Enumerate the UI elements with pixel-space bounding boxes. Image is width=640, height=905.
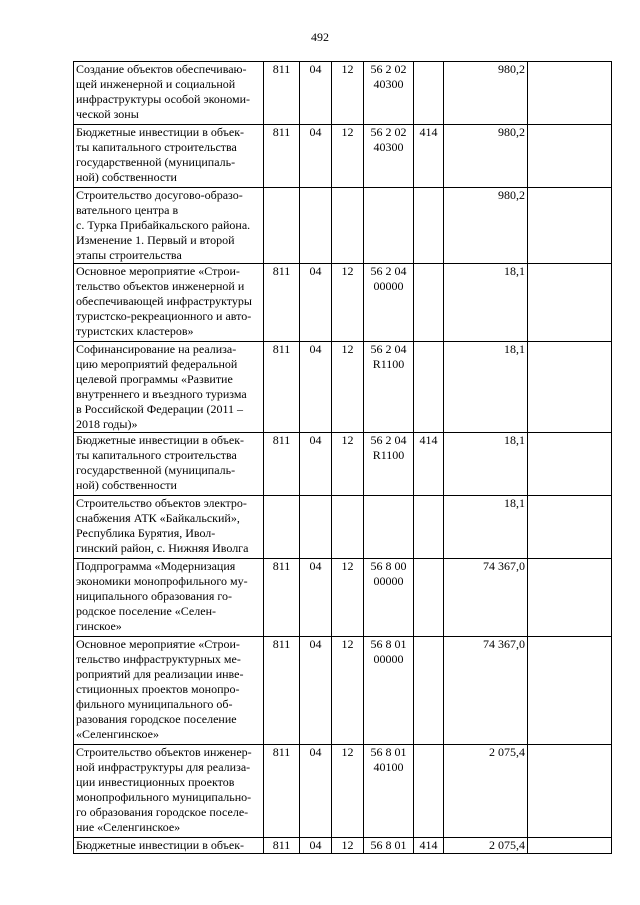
empty-amount-cell — [528, 264, 612, 342]
expense-type-cell: 414 — [414, 433, 444, 496]
expense-name-line: Бюджетные инвестиции в объек- — [76, 433, 245, 447]
expense-name-line: стиционных проектов монопро- — [76, 682, 240, 696]
section-code-cell: 04 — [300, 559, 332, 637]
ministry-code-cell: 811 — [264, 745, 300, 838]
expense-name-line: с. Турка Прибайкальского района. — [76, 218, 251, 232]
section-code-cell: 04 — [300, 745, 332, 838]
subsection-code-cell: 12 — [332, 559, 364, 637]
expense-name-line: снабжения АТК «Байкальский», — [76, 511, 240, 525]
target-article-line: 56 8 01 — [370, 838, 407, 852]
target-article-cell — [364, 433, 414, 496]
expense-name-line: Бюджетные инвестиции в объек- — [76, 838, 245, 852]
expense-name-line: ты капитального строительства — [76, 448, 237, 462]
empty-amount-cell — [528, 838, 612, 854]
expense-name-line: цию мероприятий федеральной — [76, 357, 238, 371]
expense-type-cell — [414, 559, 444, 637]
expense-name-line: Софинансирование на реализа- — [76, 342, 237, 356]
expense-name-cell — [74, 637, 264, 745]
expense-type-cell: 414 — [414, 838, 444, 854]
expense-name-line: ниципального образования го- — [76, 589, 232, 603]
subsection-code-cell: 12 — [332, 264, 364, 342]
expense-name-line: родское поселение «Селен- — [76, 604, 216, 618]
expense-name-cell — [74, 433, 264, 496]
expense-name-line: ты капитального строительства — [76, 140, 237, 154]
ministry-code-cell: 811 — [264, 559, 300, 637]
expense-name-line: целевой программы «Развитие — [76, 372, 233, 386]
expense-name-line: ной) собственности — [76, 170, 177, 184]
target-article-line: 40100 — [373, 760, 404, 774]
ministry-code-cell — [264, 188, 300, 264]
ministry-code-cell: 811 — [264, 62, 300, 125]
expense-name-line: в Российской Федерации (2011 – — [76, 402, 244, 416]
expense-name-cell — [74, 62, 264, 125]
expense-type-cell — [414, 745, 444, 838]
amount-cell: 74 367,0 — [444, 559, 528, 637]
amount-cell: 2 075,4 — [444, 745, 528, 838]
expense-name-line: роприятий для реализации инве- — [76, 667, 244, 681]
ministry-code-cell: 811 — [264, 264, 300, 342]
expense-type-cell — [414, 62, 444, 125]
empty-amount-cell — [528, 62, 612, 125]
expense-name-line: государственной (муниципаль- — [76, 155, 236, 169]
expense-type-cell — [414, 637, 444, 745]
expense-name-line: экономики монопрофильного му- — [76, 574, 248, 588]
subsection-code-cell: 12 — [332, 838, 364, 854]
section-code-cell: 04 — [300, 342, 332, 433]
subsection-code-cell: 12 — [332, 125, 364, 188]
expense-name-line: ной) собственности — [76, 478, 177, 492]
amount-cell: 980,2 — [444, 62, 528, 125]
target-article-cell — [364, 62, 414, 125]
expense-name-cell — [74, 342, 264, 433]
target-article-line: 40300 — [373, 77, 404, 91]
subsection-code-cell: 12 — [332, 342, 364, 433]
subsection-code-cell: 12 — [332, 433, 364, 496]
table-row — [74, 62, 612, 125]
table-row — [74, 433, 612, 496]
section-code-cell: 04 — [300, 125, 332, 188]
section-code-cell: 04 — [300, 433, 332, 496]
ministry-code-cell: 811 — [264, 125, 300, 188]
expense-type-cell — [414, 188, 444, 264]
target-article-line: 56 8 01 — [370, 637, 407, 651]
table-row — [74, 125, 612, 188]
target-article-line: R1100 — [372, 448, 405, 462]
expense-name-line: ции инвестиционных проектов — [76, 775, 235, 789]
target-article-cell — [364, 188, 414, 264]
table-row — [74, 264, 612, 342]
target-article-line: 56 2 04 — [370, 264, 407, 278]
ministry-code-cell — [264, 496, 300, 559]
ministry-code-cell: 811 — [264, 838, 300, 854]
table-row — [74, 838, 612, 854]
expense-name-line: Бюджетные инвестиции в объек- — [76, 125, 245, 139]
empty-amount-cell — [528, 496, 612, 559]
expense-name-cell — [74, 188, 264, 264]
budget-table — [73, 61, 612, 854]
empty-amount-cell — [528, 745, 612, 838]
amount-cell: 2 075,4 — [444, 838, 528, 854]
ministry-code-cell: 811 — [264, 342, 300, 433]
expense-name-line: Республика Бурятия, Ивол- — [76, 526, 216, 540]
page-number: 492 — [311, 30, 329, 44]
expense-name-line: Основное мероприятие «Строи- — [76, 264, 240, 278]
amount-cell: 18,1 — [444, 342, 528, 433]
table-row — [74, 745, 612, 838]
section-code-cell: 04 — [300, 62, 332, 125]
amount-cell: 18,1 — [444, 433, 528, 496]
expense-name-line: Строительство объектов инженер- — [76, 745, 252, 759]
target-article-cell — [364, 838, 414, 854]
amount-cell: 980,2 — [444, 125, 528, 188]
target-article-line: 56 2 02 — [370, 62, 407, 76]
target-article-line: R1100 — [372, 357, 405, 371]
target-article-line: 40300 — [373, 140, 404, 154]
expense-name-line: гинское» — [76, 619, 122, 633]
table-row — [74, 496, 612, 559]
expense-name-line: Основное мероприятие «Строи- — [76, 637, 240, 651]
table-row — [74, 188, 612, 264]
expense-name-line: го образования городское поселе- — [76, 805, 249, 819]
expense-name-line: разования городское поселение — [76, 712, 237, 726]
expense-name-cell — [74, 125, 264, 188]
empty-amount-cell — [528, 637, 612, 745]
subsection-code-cell: 12 — [332, 637, 364, 745]
expense-name-line: государственной (муниципаль- — [76, 463, 236, 477]
expense-name-line: внутреннего и въездного туризма — [76, 387, 247, 401]
target-article-cell — [364, 125, 414, 188]
empty-amount-cell — [528, 433, 612, 496]
expense-name-line: Строительство досугово-образо- — [76, 188, 243, 202]
target-article-line: 00000 — [373, 574, 404, 588]
empty-amount-cell — [528, 125, 612, 188]
section-code-cell: 04 — [300, 838, 332, 854]
target-article-cell — [364, 264, 414, 342]
expense-name-line: туристско-рекреационного и авто- — [76, 309, 252, 323]
subsection-code-cell — [332, 188, 364, 264]
ministry-code-cell: 811 — [264, 637, 300, 745]
expense-name-cell — [74, 496, 264, 559]
expense-name-line: Изменение 1. Первый и второй — [76, 233, 235, 247]
expense-name-cell — [74, 838, 264, 854]
expense-name-line: ческой зоны — [76, 107, 139, 121]
section-code-cell: 04 — [300, 637, 332, 745]
amount-cell: 18,1 — [444, 496, 528, 559]
expense-name-line: ние «Селенгинское» — [76, 820, 181, 834]
expense-name-line: Создание объектов обеспечиваю- — [76, 62, 247, 76]
expense-name-line: вательного центра в — [76, 203, 179, 217]
table-row — [74, 342, 612, 433]
amount-cell: 18,1 — [444, 264, 528, 342]
expense-type-cell — [414, 496, 444, 559]
expense-name-line: тельство инфраструктурных ме- — [76, 652, 241, 666]
expense-type-cell: 414 — [414, 125, 444, 188]
subsection-code-cell — [332, 496, 364, 559]
empty-amount-cell — [528, 559, 612, 637]
target-article-cell — [364, 745, 414, 838]
target-article-line: 56 2 04 — [370, 433, 407, 447]
expense-name-line: инфраструктуры особой экономи- — [76, 92, 251, 106]
section-code-cell — [300, 188, 332, 264]
expense-type-cell — [414, 342, 444, 433]
expense-name-line: Подпрограмма «Модернизация — [76, 559, 236, 573]
section-code-cell: 04 — [300, 264, 332, 342]
expense-name-line: фильного муниципального об- — [76, 697, 233, 711]
target-article-line: 56 2 02 — [370, 125, 407, 139]
table-row — [74, 637, 612, 745]
target-article-line: 00000 — [373, 652, 404, 666]
expense-name-line: монопрофильного муниципально- — [76, 790, 252, 804]
target-article-line: 56 8 01 — [370, 745, 407, 759]
target-article-line: 56 2 04 — [370, 342, 407, 356]
target-article-cell — [364, 496, 414, 559]
section-code-cell — [300, 496, 332, 559]
empty-amount-cell — [528, 342, 612, 433]
target-article-cell — [364, 559, 414, 637]
subsection-code-cell: 12 — [332, 745, 364, 838]
expense-name-cell — [74, 264, 264, 342]
expense-name-line: «Селенгинское» — [76, 727, 159, 741]
expense-name-line: туристских кластеров» — [76, 324, 194, 338]
amount-cell: 74 367,0 — [444, 637, 528, 745]
table-body — [74, 62, 612, 854]
target-article-line: 56 8 00 — [370, 559, 407, 573]
expense-name-line: щей инженерной и социальной — [76, 77, 236, 91]
expense-name-cell — [74, 745, 264, 838]
expense-name-line: гинский район, с. Нижняя Иволга — [76, 541, 249, 555]
expense-name-line: тельство объектов инженерной и — [76, 279, 245, 293]
expense-name-line: 2018 годы)» — [76, 417, 138, 431]
ministry-code-cell: 811 — [264, 433, 300, 496]
expense-name-line: этапы строительства — [76, 248, 182, 262]
expense-name-cell — [74, 559, 264, 637]
empty-amount-cell — [528, 188, 612, 264]
expense-name-line: Строительство объектов электро- — [76, 496, 247, 510]
target-article-cell — [364, 342, 414, 433]
subsection-code-cell: 12 — [332, 62, 364, 125]
expense-name-line: обеспечивающей инфраструктуры — [76, 294, 252, 308]
expense-name-line: ной инфраструктуры для реализа- — [76, 760, 251, 774]
table-row — [74, 559, 612, 637]
target-article-line: 00000 — [373, 279, 404, 293]
target-article-cell — [364, 637, 414, 745]
amount-cell: 980,2 — [444, 188, 528, 264]
expense-type-cell — [414, 264, 444, 342]
